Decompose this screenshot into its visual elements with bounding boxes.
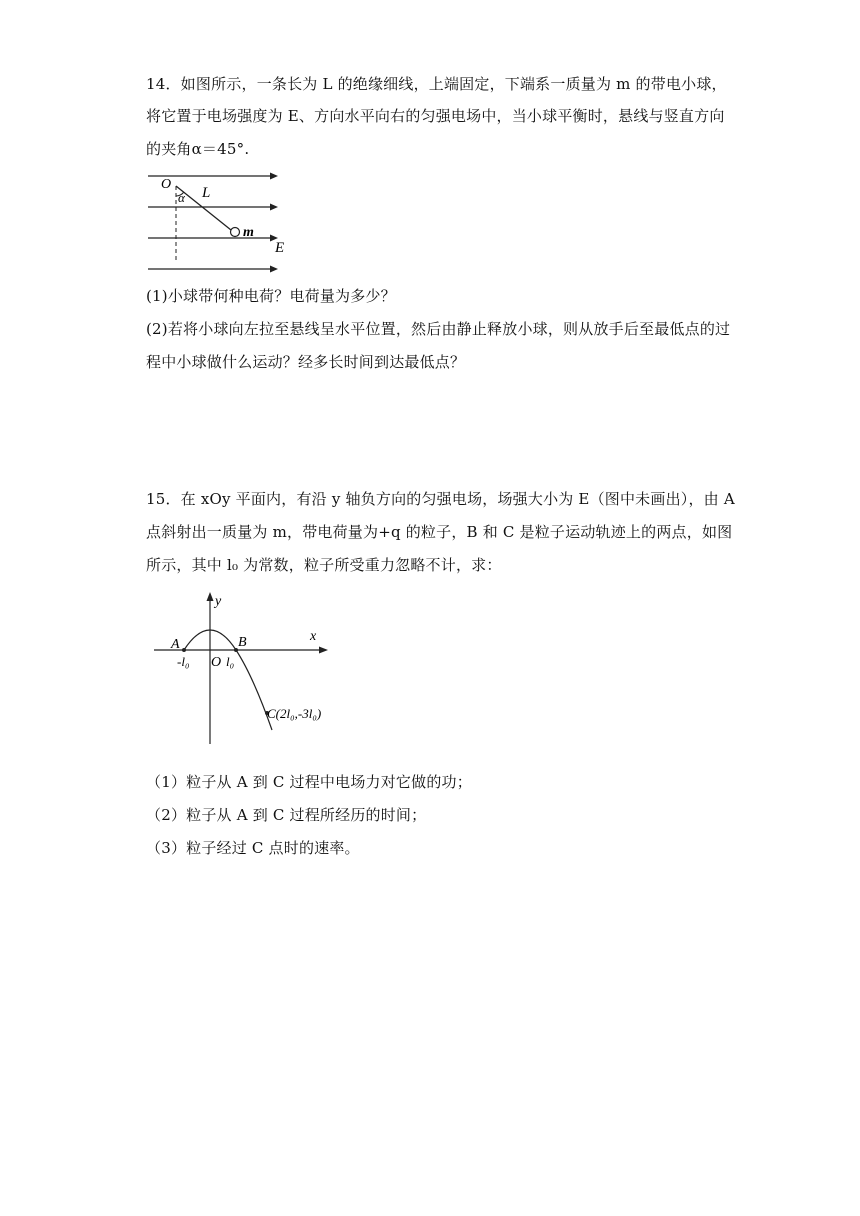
- q14-line-1: 14．如图所示，一条长为 L 的绝缘细线，上端固定，下端系一质量为 m 的带电小球，: [146, 75, 727, 93]
- q15-line-3: 所示，其中 l₀ 为常数，粒子所受重力忽略不计，求：: [146, 556, 502, 574]
- q15-y-axis-arrowhead: [207, 592, 214, 601]
- q15-sub-question-2: （2）粒子从 A 到 C 过程所经历的时间；: [146, 806, 427, 824]
- q15-label-C: C(2l₀,-3l₀): [267, 706, 322, 721]
- q15-label-B: B: [238, 635, 247, 650]
- q14-line-2: 将它置于电场强度为 E、方向水平向右的匀强电场中，当小球平衡时，悬线与竖直方向: [146, 107, 725, 125]
- q14-field-arrowhead: [270, 204, 278, 211]
- q15-line-2: 点斜射出一质量为 m，带电荷量为+q 的粒子，B 和 C 是粒子运动轨迹上的两点，如图: [146, 523, 733, 541]
- q15-x-axis-arrowhead: [319, 647, 328, 654]
- q15-label-y: y: [215, 594, 222, 609]
- q15-label-O: O: [211, 655, 222, 670]
- q15-label-A: A: [171, 637, 180, 652]
- q14-label-m: m: [243, 225, 254, 240]
- q14-label-alpha: α: [178, 190, 185, 205]
- q14-sub-question-1: (1)小球带何种电荷？电荷量为多少？: [146, 287, 396, 305]
- q14-sub-question-2-line-1: (2)若将小球向左拉至悬线呈水平位置，然后由静止释放小球，则从放手后至最低点的过: [146, 320, 731, 338]
- q14-pendulum-figure: [140, 168, 300, 278]
- q15-trajectory-curve: [184, 630, 272, 730]
- q15-label-x: x: [310, 629, 317, 644]
- q15-trajectory-figure: [150, 588, 350, 748]
- q14-label-E: E: [275, 240, 285, 256]
- q14-sub-question-2-line-2: 程中小球做什么运动？经多长时间到达最低点？: [146, 353, 466, 371]
- q14-label-L: L: [202, 185, 211, 201]
- q14-field-arrowhead: [270, 173, 278, 180]
- q15-line-1: 15．在 xOy 平面内，有沿 y 轴负方向的匀强电场，场强大小为 E（图中未画出），由 A: [146, 490, 735, 508]
- q15-label-l0: l₀: [226, 654, 235, 669]
- q14-field-arrowhead: [270, 266, 278, 273]
- q15-sub-question-1: （1）粒子从 A 到 C 过程中电场力对它做的功；: [146, 773, 472, 791]
- q15-label-neg-l0: -l₀: [177, 654, 190, 669]
- q14-ball: [231, 228, 240, 237]
- q15-sub-question-3: （3）粒子经过 C 点时的速率。: [146, 839, 360, 857]
- q15-point-A: [182, 648, 186, 652]
- q14-label-O: O: [161, 177, 172, 192]
- q14-line-3: 的夹角α＝45°.: [146, 140, 250, 158]
